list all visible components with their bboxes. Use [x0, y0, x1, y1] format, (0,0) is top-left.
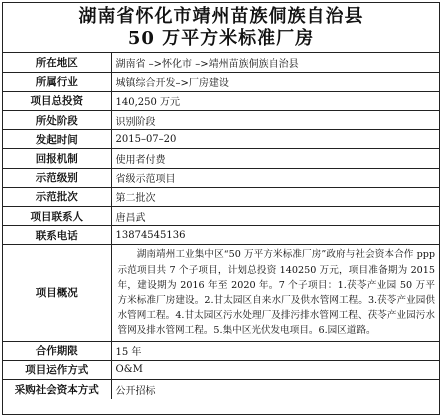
row-value: 使用者付费	[111, 149, 439, 168]
row-stage	[3, 111, 439, 130]
row-project-overview	[3, 245, 439, 341]
row-value: 唐昌武	[111, 207, 439, 226]
row-label: 项目联系人	[3, 207, 111, 226]
row-operation-mode	[3, 360, 439, 379]
row-label: 回报机制	[3, 149, 111, 168]
row-value: 省级示范项目	[111, 168, 439, 187]
row-label: 联系电话	[3, 226, 111, 245]
row-label: 项目总投资	[3, 91, 111, 110]
row-contact-phone	[3, 226, 439, 245]
project-info-table	[3, 53, 439, 399]
row-value: 公开招标	[111, 379, 439, 398]
row-value: 城镇综合开发–>厂房建设	[111, 72, 439, 91]
row-label: 所在地区	[3, 53, 111, 72]
row-demo-batch	[3, 187, 439, 206]
row-value: 第二批次	[111, 187, 439, 206]
row-procurement-method	[3, 379, 439, 398]
row-value: O&M	[111, 360, 439, 379]
project-info-sheet	[2, 2, 440, 415]
row-demo-level	[3, 168, 439, 187]
row-launch-date	[3, 130, 439, 149]
row-label: 项目概况	[3, 245, 111, 341]
row-region	[3, 53, 439, 72]
row-value: 13874545136	[111, 226, 439, 245]
row-industry	[3, 72, 439, 91]
row-label: 示范批次	[3, 187, 111, 206]
row-label: 合作期限	[3, 341, 111, 360]
row-value: 2015–07–20	[111, 130, 439, 149]
row-label: 项目运作方式	[3, 360, 111, 379]
row-label: 示范级别	[3, 168, 111, 187]
row-label: 所处阶段	[3, 111, 111, 130]
row-value: 140,250 万元	[111, 91, 439, 110]
row-return-mechanism	[3, 149, 439, 168]
row-label: 所属行业	[3, 72, 111, 91]
row-value: 湖南省 –>怀化市 –>靖州苗族侗族自治县	[111, 53, 439, 72]
title-line-1: 湖南省怀化市靖州苗族侗族自治县	[78, 6, 364, 27]
row-total-investment	[3, 91, 439, 110]
row-value: 15 年	[111, 341, 439, 360]
title-line-2: 50 万平方米标准厂房	[127, 28, 315, 49]
row-label: 采购社会资本方式	[3, 379, 111, 398]
document-header	[3, 3, 439, 53]
row-label: 发起时间	[3, 130, 111, 149]
row-contact-person	[3, 207, 439, 226]
project-overview-text: 湖南靖州工业集中区“50 万平方米标准厂房”政府与社会资本合作 ppp 示范项目共 7 个子项目，计划总投资 140250 万元，项目准备期为 2015 年，建设期为 2016 年至 2020 年。7 个子项目：1.茯苓产业园 50 万平方米标准厂房建设。2.甘太园区自来水厂及供水管网工程。3.茯苓产业园供水管网工程。4.甘太园区污水处理厂及排污排水管网工程、茯苓产业园污水管网及排水管网工程。5.集中区光伏发电项目。6.园区道路。	[111, 245, 439, 341]
row-value: 识别阶段	[111, 111, 439, 130]
row-cooperation-term	[3, 341, 439, 360]
